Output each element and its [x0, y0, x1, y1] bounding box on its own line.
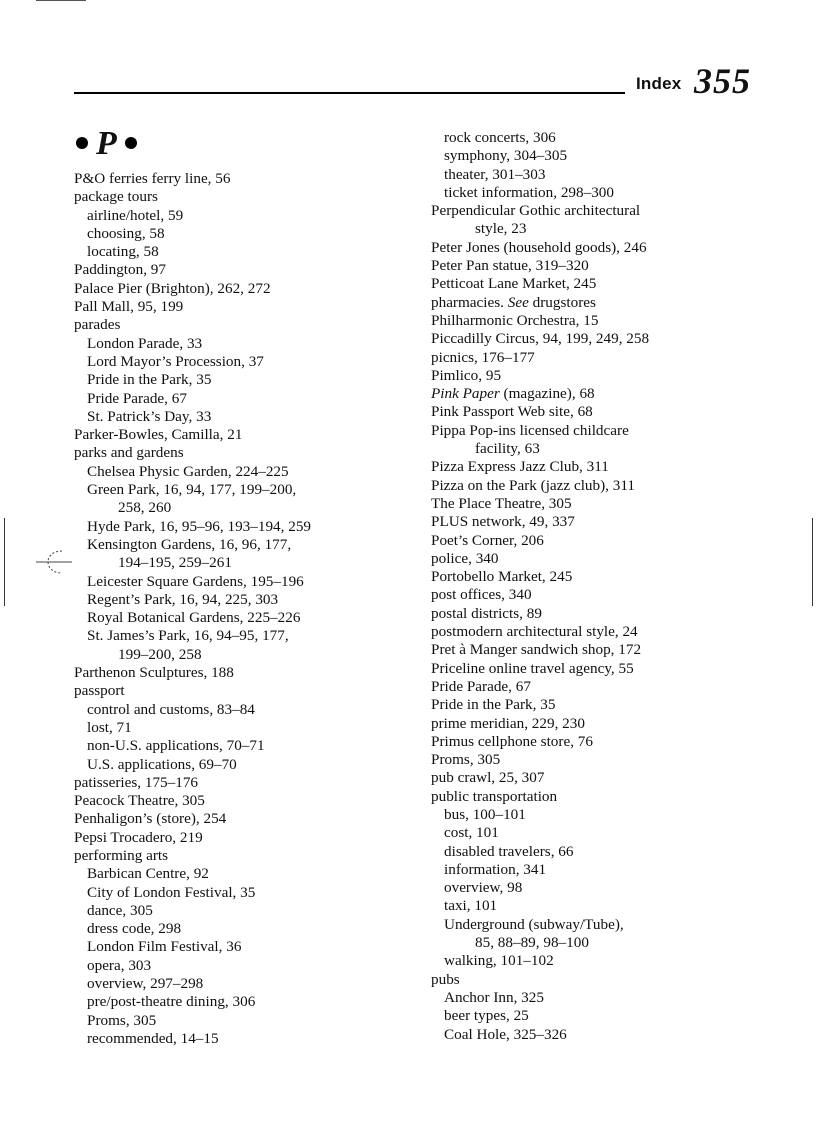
index-entry: Philharmonic Orchestra, 15: [431, 311, 599, 329]
index-entry: airline/hotel, 59: [87, 206, 184, 224]
index-entry: U.S. applications, 69–70: [87, 755, 237, 773]
index-entry: 199–200, 258: [118, 645, 202, 663]
index-entry: passport: [74, 682, 125, 700]
index-entry: pub crawl, 25, 307: [431, 769, 545, 787]
index-entry: Chelsea Physic Garden, 224–225: [87, 462, 289, 480]
index-entry: taxi, 101: [444, 897, 498, 915]
top-crop-mark: [36, 0, 86, 1]
index-entry: Priceline online travel agency, 55: [431, 659, 634, 677]
index-entry: Pride Parade, 67: [431, 677, 531, 695]
index-entry: 85, 88–89, 98–100: [475, 934, 589, 952]
index-entry: [431, 385, 761, 403]
index-entry: St. James’s Park, 16, 94–95, 177,: [87, 627, 289, 645]
index-entry: Kensington Gardens, 16, 96, 177,: [87, 535, 292, 553]
index-entry: dress code, 298: [87, 920, 182, 938]
index-entry: Lord Mayor’s Procession, 37: [87, 352, 264, 370]
index-entry: Barbican Centre, 92: [87, 865, 209, 883]
index-entry: Peacock Theatre, 305: [74, 792, 205, 810]
index-entry: Hyde Park, 16, 95–96, 193–194, 259: [87, 517, 312, 535]
index-entry: Pride in the Park, 35: [431, 696, 556, 714]
left-margin-rule: [4, 518, 5, 606]
index-entry: Parker-Bowles, Camilla, 21: [74, 426, 243, 444]
index-entry: Pizza on the Park (jazz club), 311: [431, 476, 635, 494]
index-entry: Paddington, 97: [74, 261, 166, 279]
index-entry: PLUS network, 49, 337: [431, 513, 575, 531]
index-entry: 258, 260: [118, 499, 172, 517]
index-entry: parades: [74, 316, 121, 334]
index-entry: Pippa Pop-ins licensed childcare: [431, 421, 629, 439]
section-letter-heading: [76, 124, 145, 164]
index-entry: style, 23: [475, 220, 527, 238]
index-entry: Parthenon Sculptures, 188: [74, 664, 234, 682]
index-entry: dance, 305: [87, 901, 153, 919]
index-entry: beer types, 25: [444, 1007, 529, 1025]
index-entry: information, 341: [444, 860, 547, 878]
index-entry: Pret à Manger sandwich shop, 172: [431, 641, 642, 659]
index-entry: Coal Hole, 325–326: [444, 1025, 567, 1043]
index-entry: police, 340: [431, 549, 499, 567]
index-entry: [431, 294, 761, 312]
index-entry: locating, 58: [87, 243, 159, 261]
index-entry: Peter Jones (household goods), 246: [431, 238, 647, 256]
index-entry-term: pharmacies.: [431, 293, 504, 311]
index-entry: bus, 100–101: [444, 805, 526, 823]
index-entry: Pimlico, 95: [431, 366, 502, 384]
index-entry: Penhaligon’s (store), 254: [74, 810, 227, 828]
index-entry: Poet’s Corner, 206: [431, 531, 544, 549]
index-entry: symphony, 304–305: [444, 147, 568, 165]
index-entry: London Film Festival, 36: [87, 938, 242, 956]
index-entry: Proms, 305: [87, 1011, 157, 1029]
right-margin-rule: [812, 518, 813, 606]
index-entry: Pall Mall, 95, 199: [74, 298, 184, 316]
index-entry: performing arts: [74, 846, 169, 864]
index-entry: Pride in the Park, 35: [87, 371, 212, 389]
index-entry: Pink Passport Web site, 68: [431, 403, 593, 421]
index-entry: Pepsi Trocadero, 219: [74, 828, 203, 846]
index-entry: choosing, 58: [87, 224, 165, 242]
bullet-dot-icon: [125, 137, 137, 149]
index-entry: rock concerts, 306: [444, 129, 556, 146]
index-entry: Regent’s Park, 16, 94, 225, 303: [87, 590, 279, 608]
running-head-label: Index: [636, 74, 682, 93]
index-entry: prime meridian, 229, 230: [431, 714, 585, 732]
index-entry: overview, 98: [444, 879, 523, 897]
index-entry: Petticoat Lane Market, 245: [431, 275, 597, 293]
index-entry: London Parade, 33: [87, 334, 203, 352]
index-entry: Perpendicular Gothic architectural: [431, 202, 641, 220]
index-entry: post offices, 340: [431, 586, 532, 604]
index-entry: cost, 101: [444, 824, 499, 842]
index-entry: Piccadilly Circus, 94, 199, 249, 258: [431, 330, 650, 348]
index-entry: St. Patrick’s Day, 33: [87, 407, 212, 425]
index-column-left: [74, 170, 404, 1048]
index-entry: Leicester Square Gardens, 195–196: [87, 572, 304, 590]
index-entry: pre/post-theatre dining, 306: [87, 993, 256, 1011]
index-entry: theater, 301–303: [444, 165, 546, 183]
page-number: 355: [694, 61, 751, 101]
registration-mark-icon: [34, 547, 74, 577]
index-entry-title: Pink Paper: [431, 385, 500, 403]
index-entry: Underground (subway/Tube),: [444, 915, 624, 933]
index-entry: Pizza Express Jazz Club, 311: [431, 458, 609, 476]
index-entry: parks and gardens: [74, 444, 184, 462]
index-entry: overview, 297–298: [87, 975, 204, 993]
index-entry: Portobello Market, 245: [431, 568, 573, 586]
index-entry: P&O ferries ferry line, 56: [74, 170, 231, 187]
index-entry: patisseries, 175–176: [74, 773, 199, 791]
index-entry: facility, 63: [475, 440, 540, 458]
see-target: drugstores: [532, 293, 596, 311]
index-entry: recommended, 14–15: [87, 1029, 219, 1047]
index-entry: postmodern architectural style, 24: [431, 623, 638, 641]
index-entry: control and customs, 83–84: [87, 700, 255, 718]
index-entry: disabled travelers, 66: [444, 842, 574, 860]
index-entry: ticket information, 298–300: [444, 183, 614, 201]
index-entry: package tours: [74, 188, 158, 206]
index-entry: Primus cellphone store, 76: [431, 732, 593, 750]
index-entry: picnics, 176–177: [431, 348, 535, 366]
section-letter: P: [96, 125, 117, 162]
index-entry: Royal Botanical Gardens, 225–226: [87, 609, 301, 627]
see-reference: See: [507, 293, 529, 311]
index-entry: Pride Parade, 67: [87, 389, 187, 407]
index-entry: postal districts, 89: [431, 604, 542, 622]
index-entry: non-U.S. applications, 70–71: [87, 737, 265, 755]
index-entry: walking, 101–102: [444, 952, 554, 970]
index-entry: opera, 303: [87, 956, 152, 974]
index-entry: City of London Festival, 35: [87, 883, 256, 901]
index-entry: Peter Pan statue, 319–320: [431, 257, 589, 275]
index-entry: public transportation: [431, 787, 558, 805]
index-entry-locator: (magazine), 68: [503, 385, 595, 403]
index-entry: The Place Theatre, 305: [431, 494, 572, 512]
index-entry: Proms, 305: [431, 751, 501, 769]
index-entry: Anchor Inn, 325: [444, 988, 544, 1006]
bullet-dot-icon: [76, 137, 88, 149]
index-entry: lost, 71: [87, 718, 132, 736]
index-entry: Green Park, 16, 94, 177, 199–200,: [87, 481, 297, 499]
index-entry: 194–195, 259–261: [118, 554, 232, 572]
index-entry: Palace Pier (Brighton), 262, 272: [74, 279, 271, 297]
index-column-right: [431, 129, 761, 1044]
header-rule: [74, 92, 625, 94]
index-entry: pubs: [431, 970, 460, 988]
